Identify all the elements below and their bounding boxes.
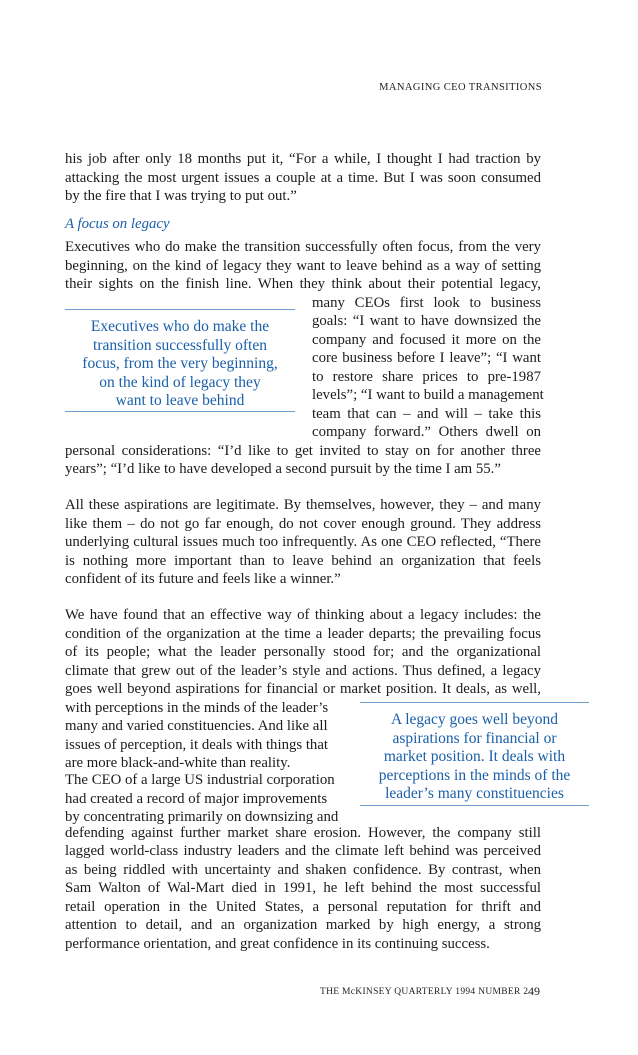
text-line: years”; “I’d like to have developed a second pursuit by the time I am 55.”	[65, 461, 501, 477]
text-line: confident of its future and feels like a winner.”	[65, 571, 341, 587]
pull-quote-line: aspirations for financial or	[392, 729, 557, 747]
pull-quote-line: focus, from the very beginning,	[82, 355, 278, 372]
text-line: core business before I leave”; “I want	[312, 350, 541, 366]
text-line: retail operation in the United States, a personal reputation for thrift and	[65, 898, 541, 915]
text-line: attacking the most urgent issues a couple at a time. But I was soon consumed	[65, 169, 541, 186]
text-line: company forward.” Others dwell on	[312, 424, 541, 440]
running-header: MANAGING CEO TRANSITIONS	[379, 82, 542, 93]
text-line: goals: “I want to have downsized the	[312, 313, 541, 329]
text-line: issues of perception, it deals with things that	[65, 736, 329, 753]
text-line: personal considerations: “I’d like to get invited to stay on for another three	[65, 442, 541, 459]
paragraph-5-wrap	[65, 771, 350, 827]
text-line: We have found that an effective way of thinking about a legacy includes: the	[65, 607, 541, 623]
paragraph-4-top	[65, 606, 541, 699]
paragraph-2-wrap	[312, 294, 544, 442]
text-line: performance orientation, and great confidence in its continuing success.	[65, 935, 490, 952]
text-line: his job after only 18 months put it, “For a while, I thought I had traction by	[65, 151, 541, 167]
paragraph-3	[65, 496, 541, 589]
text-line: with perceptions in the minds of the leader’s	[65, 699, 329, 716]
pull-quote-line: A legacy goes well beyond	[390, 711, 558, 728]
text-line: team that can – and will – take this	[312, 405, 541, 422]
section-subhead: A focus on legacy	[65, 216, 170, 232]
text-line: had created a record of major improvements	[65, 790, 328, 807]
text-line: underlying cultural issues much too infrequently. As one CEO reflected, “There	[65, 534, 541, 550]
pull-quote-line: transition successfully often	[93, 336, 267, 354]
pull-quote-line: leader’s many constituencies	[385, 785, 564, 802]
text-line: many and varied constituencies. And like all	[65, 718, 328, 734]
text-line: like them – do not go far enough, do not cover enough ground. They address	[65, 515, 541, 532]
text-line: are more black-and-white than reality.	[65, 755, 291, 771]
pull-quote-2	[360, 702, 589, 806]
text-line: All these aspirations are legitimate. By themselves, however, they – and many	[65, 497, 541, 513]
text-line: their sights on the finish line. When they think about their potential legacy,	[65, 276, 541, 292]
text-line: many CEOs first look to business	[312, 294, 541, 311]
running-footer: THE McKINSEY QUARTERLY 1994 NUMBER 2	[320, 987, 529, 997]
text-line: lagged world-class industry leaders and the climate left behind was perceived	[65, 843, 541, 859]
text-line: as being riddled with uncertainty and shaken confidence. By contrast, when	[65, 861, 541, 878]
pull-quote-line: want to leave behind	[115, 392, 245, 409]
paragraph-4-wrap	[65, 699, 350, 773]
text-line: levels”; “I want to build a management	[312, 387, 544, 403]
text-line: by the fire that I was trying to put out.”	[65, 188, 297, 204]
pull-quote-line: Executives who do make the	[90, 318, 270, 335]
text-line: is nothing more important than to leave behind an organization that feels	[65, 552, 541, 569]
text-line: The CEO of a large US industrial corporation	[65, 772, 335, 788]
text-line: goes well beyond aspirations for financial or market position. It deals, as well,	[65, 681, 541, 697]
pull-quote-line: on the kind of legacy they	[99, 373, 261, 391]
text-line: attention to detail, and an organization marked by high energy, a strong	[65, 917, 541, 933]
paragraph-5-bottom	[65, 824, 541, 954]
text-line: condition of the organization at the time a leader departs; the prevailing focus	[65, 625, 541, 642]
text-line: Sam Walton of Wal-Mart died in 1991, he left behind the most successful	[65, 880, 541, 896]
page-number: 49	[528, 984, 540, 998]
paragraph-2-top	[65, 238, 541, 294]
paragraph-1	[65, 150, 541, 206]
paragraph-2-end	[65, 442, 541, 479]
text-line: of its people; what the leader personally stood for; and the organizational	[65, 644, 541, 660]
text-line: climate that grew out of the leader’s style and actions. Thus defined, a legacy	[65, 662, 541, 679]
text-line: Executives who do make the transition successfully often focus, from the very	[65, 239, 541, 255]
pull-quote-line: perceptions in the minds of the	[378, 766, 571, 784]
text-line: by concentrating primarily on downsizing and	[65, 809, 339, 825]
text-line: beginning, on the kind of legacy they want to leave behind as a way of setting	[65, 257, 541, 274]
text-line: company and focused it more on the	[312, 331, 541, 348]
text-line: to restore share prices to pre-1987	[312, 368, 541, 385]
pull-quote-1	[65, 309, 295, 412]
pull-quote-line: market position. It deals with	[383, 748, 566, 765]
text-line: defending against further market share erosion. However, the company still	[65, 824, 541, 841]
